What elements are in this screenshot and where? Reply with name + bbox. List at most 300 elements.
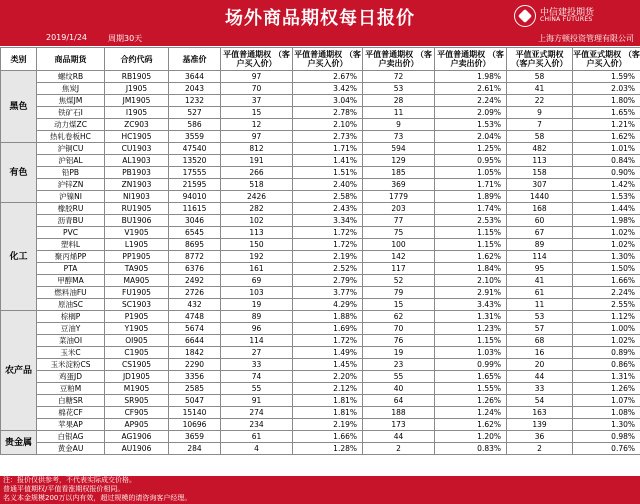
table-row <box>1 275 640 287</box>
table-cell: 1440 <box>507 191 573 203</box>
table-cell: 15 <box>363 299 435 311</box>
table-cell: 2.91% <box>435 287 507 299</box>
table-cell: 168 <box>507 203 573 215</box>
title-bar <box>0 0 640 32</box>
table-cell: 79 <box>363 287 435 299</box>
table-cell: 19 <box>221 299 293 311</box>
table-cell: 3644 <box>169 71 221 83</box>
table-cell: 1.62% <box>435 251 507 263</box>
table-cell: 97 <box>221 71 293 83</box>
table-cell: 2.73% <box>293 131 363 143</box>
table-cell: 9 <box>363 119 435 131</box>
category-cell: 化工 <box>1 203 37 311</box>
column-header: 平值普通期权 （客户买入价） <box>221 48 293 71</box>
table-cell: 1.28% <box>293 443 363 455</box>
table-cell: 1842 <box>169 347 221 359</box>
table-cell: AP905 <box>105 419 169 431</box>
table-cell: 1.01% <box>573 143 640 155</box>
table-cell: 2043 <box>169 83 221 95</box>
table-cell: 1.62% <box>573 131 640 143</box>
table-row <box>1 323 640 335</box>
logo-name-en: CHINA FUTURES <box>540 16 593 23</box>
table-cell: 0.99% <box>435 359 507 371</box>
table-cell: 1.65% <box>573 107 640 119</box>
table-cell: 2.03% <box>573 83 640 95</box>
table-cell: 7 <box>507 119 573 131</box>
table-cell: 2.19% <box>293 419 363 431</box>
table-cell: 191 <box>221 155 293 167</box>
table-cell: 1.53% <box>435 119 507 131</box>
table-cell: 1.71% <box>293 143 363 155</box>
table-cell: RU1905 <box>105 203 169 215</box>
table-cell: 1.30% <box>573 251 640 263</box>
quote-period: 周期30天 <box>108 34 143 43</box>
table-row <box>1 347 640 359</box>
table-cell: 1.89% <box>435 191 507 203</box>
footnote: 名义本金规模200万以内有效，超过规模的请咨询客户经理。 <box>3 494 192 502</box>
table-cell: 沥青BU <box>37 215 105 227</box>
table-cell: 72 <box>363 71 435 83</box>
table-cell: 47540 <box>169 143 221 155</box>
table-cell: 棉花CF <box>37 407 105 419</box>
table-cell: 8695 <box>169 239 221 251</box>
table-cell: PVC <box>37 227 105 239</box>
table-row <box>1 119 640 131</box>
table-cell: 1.23% <box>435 323 507 335</box>
table-cell: AL1903 <box>105 155 169 167</box>
table-cell: 2.43% <box>293 203 363 215</box>
table-cell: 1.03% <box>435 347 507 359</box>
table-cell: 玉米C <box>37 347 105 359</box>
table-cell: 1232 <box>169 95 221 107</box>
table-cell: 1.53% <box>573 191 640 203</box>
footnote: 注：报价仅供参考，不代表实际成交价格。 <box>3 476 136 484</box>
table-row <box>1 167 640 179</box>
table-body <box>1 71 640 455</box>
table-cell: 1.26% <box>573 383 640 395</box>
table-cell: 2 <box>363 443 435 455</box>
table-row <box>1 71 640 83</box>
table-cell: 1.84% <box>435 263 507 275</box>
table-cell: 菜油OI <box>37 335 105 347</box>
table-cell: HC1905 <box>105 131 169 143</box>
table-cell: 61 <box>507 287 573 299</box>
table-cell: 1.59% <box>573 71 640 83</box>
table-cell: 4.29% <box>293 299 363 311</box>
category-cell: 有色 <box>1 143 37 203</box>
table-cell: 52 <box>363 275 435 287</box>
table-cell: 139 <box>507 419 573 431</box>
table-cell: 17555 <box>169 167 221 179</box>
table-cell: 11 <box>363 107 435 119</box>
table-cell: 2.10% <box>435 275 507 287</box>
table-cell: 焦炭J <box>37 83 105 95</box>
table-row <box>1 191 640 203</box>
table-cell: 20 <box>507 359 573 371</box>
table-cell: 89 <box>221 311 293 323</box>
table-cell: 白糖SR <box>37 395 105 407</box>
table-cell: 19 <box>363 347 435 359</box>
table-cell: CF905 <box>105 407 169 419</box>
table-cell: 1779 <box>363 191 435 203</box>
column-header: 平值普通期权 （客户卖出价） <box>435 48 507 71</box>
table-cell: 55 <box>363 371 435 383</box>
table-row <box>1 383 640 395</box>
category-cell: 农产品 <box>1 311 37 431</box>
table-cell: ZC903 <box>105 119 169 131</box>
table-cell: 3046 <box>169 215 221 227</box>
table-cell: 96 <box>221 323 293 335</box>
table-cell: 114 <box>221 335 293 347</box>
table-cell: 57 <box>507 323 573 335</box>
table-cell: 铅PB <box>37 167 105 179</box>
table-cell: 94010 <box>169 191 221 203</box>
table-cell: 9 <box>507 107 573 119</box>
table-cell: 150 <box>221 239 293 251</box>
table-cell: 1.15% <box>435 227 507 239</box>
table-cell: 188 <box>363 407 435 419</box>
quote-table <box>0 47 640 455</box>
table-cell: 15 <box>221 107 293 119</box>
table-cell: OI905 <box>105 335 169 347</box>
table-cell: 2585 <box>169 383 221 395</box>
table-cell: 100 <box>363 239 435 251</box>
table-cell: 2.55% <box>573 299 640 311</box>
table-cell: 3659 <box>169 431 221 443</box>
table-cell: 33 <box>221 359 293 371</box>
table-cell: SC1903 <box>105 299 169 311</box>
sub-header-bar <box>0 32 640 46</box>
table-cell: 1.72% <box>293 227 363 239</box>
table-cell: 2.24% <box>573 287 640 299</box>
table-cell: 203 <box>363 203 435 215</box>
table-cell: 1.49% <box>293 347 363 359</box>
table-cell: 2.24% <box>435 95 507 107</box>
table-cell: SR905 <box>105 395 169 407</box>
table-cell: J1905 <box>105 83 169 95</box>
table-cell: 10696 <box>169 419 221 431</box>
table-cell: 2.10% <box>293 119 363 131</box>
table-cell: 482 <box>507 143 573 155</box>
footnote: 普通平值期权/平值看涨期权报价相同。 <box>3 485 125 493</box>
table-cell: AU1906 <box>105 443 169 455</box>
table-cell: 2.61% <box>435 83 507 95</box>
table-cell: 沪铜CU <box>37 143 105 155</box>
table-cell: 68 <box>507 335 573 347</box>
table-cell: 1.71% <box>435 179 507 191</box>
table-cell: 豆油Y <box>37 323 105 335</box>
table-cell: 1.42% <box>573 179 640 191</box>
table-cell: 1.51% <box>293 167 363 179</box>
table-cell: 5674 <box>169 323 221 335</box>
table-cell: 1.98% <box>573 215 640 227</box>
table-cell: 1.15% <box>435 239 507 251</box>
table-cell: 1.02% <box>573 227 640 239</box>
table-cell: 89 <box>507 239 573 251</box>
table-cell: 2.20% <box>293 371 363 383</box>
table-cell: MA905 <box>105 275 169 287</box>
table-cell: 5047 <box>169 395 221 407</box>
quote-date: 2019/1/24 <box>46 33 88 42</box>
table-row <box>1 395 640 407</box>
table-cell: 432 <box>169 299 221 311</box>
logo-name-cn: 中信建投期货 <box>540 8 595 18</box>
table-cell: ZN1903 <box>105 179 169 191</box>
table-row <box>1 431 640 443</box>
table-row <box>1 179 640 191</box>
table-cell: 0.90% <box>573 167 640 179</box>
table-cell: 2.52% <box>293 263 363 275</box>
table-cell: 棕榈P <box>37 311 105 323</box>
table-row <box>1 359 640 371</box>
table-cell: 2426 <box>221 191 293 203</box>
table-cell: 812 <box>221 143 293 155</box>
table-cell: 58 <box>507 131 573 143</box>
table-cell: 1.15% <box>435 335 507 347</box>
table-cell: M1905 <box>105 383 169 395</box>
table-cell: 70 <box>221 83 293 95</box>
table-cell: 4748 <box>169 311 221 323</box>
table-cell: 4 <box>221 443 293 455</box>
table-cell: PTA <box>37 263 105 275</box>
table-cell: 3356 <box>169 371 221 383</box>
table-cell: 1.41% <box>293 155 363 167</box>
table-cell: 1.74% <box>435 203 507 215</box>
table-cell: 97 <box>221 131 293 143</box>
table-cell: 螺纹RB <box>37 71 105 83</box>
table-cell: 2.09% <box>435 107 507 119</box>
table-cell: 2.79% <box>293 275 363 287</box>
table-cell: 185 <box>363 167 435 179</box>
table-cell: 41 <box>507 83 573 95</box>
table-cell: 1.25% <box>435 143 507 155</box>
table-cell: 2.53% <box>435 215 507 227</box>
company-name: 上海方顿投资管理有限公司 <box>538 34 634 43</box>
table-cell: 2.19% <box>293 251 363 263</box>
table-cell: 苹果AP <box>37 419 105 431</box>
table-cell: P1905 <box>105 311 169 323</box>
table-cell: 274 <box>221 407 293 419</box>
table-cell: 62 <box>363 311 435 323</box>
table-cell: 1.31% <box>573 371 640 383</box>
table-cell: 1.81% <box>293 395 363 407</box>
table-row <box>1 299 640 311</box>
table-cell: 13520 <box>169 155 221 167</box>
table-cell: 527 <box>169 107 221 119</box>
table-cell: 284 <box>169 443 221 455</box>
table-cell: 161 <box>221 263 293 275</box>
table-cell: CU1903 <box>105 143 169 155</box>
table-cell: 3.43% <box>435 299 507 311</box>
table-row <box>1 287 640 299</box>
table-cell: 15140 <box>169 407 221 419</box>
table-row <box>1 83 640 95</box>
table-cell: 1.02% <box>573 335 640 347</box>
table-cell: 117 <box>363 263 435 275</box>
table-cell: 1.30% <box>573 419 640 431</box>
table-cell: 1.62% <box>435 419 507 431</box>
table-cell: 142 <box>363 251 435 263</box>
table-cell: 36 <box>507 431 573 443</box>
table-cell: 焦煤JM <box>37 95 105 107</box>
table-cell: 21595 <box>169 179 221 191</box>
table-row <box>1 251 640 263</box>
table-cell: 73 <box>363 131 435 143</box>
footnotes <box>0 476 640 504</box>
table-row <box>1 215 640 227</box>
table-cell: 1.66% <box>293 431 363 443</box>
table-cell: FU1905 <box>105 287 169 299</box>
table-cell: 聚丙烯PP <box>37 251 105 263</box>
table-cell: 6376 <box>169 263 221 275</box>
table-row <box>1 443 640 455</box>
table-cell: 61 <box>221 431 293 443</box>
table-cell: 2.67% <box>293 71 363 83</box>
table-cell: 3559 <box>169 131 221 143</box>
table-row <box>1 311 640 323</box>
column-header: 平值亚式期权 （客户买入价） <box>573 48 640 71</box>
table-row <box>1 95 640 107</box>
table-cell: 518 <box>221 179 293 191</box>
table-cell: C1905 <box>105 347 169 359</box>
table-cell: 0.76% <box>573 443 640 455</box>
table-cell: 173 <box>363 419 435 431</box>
table-cell: Y1905 <box>105 323 169 335</box>
table-cell: 369 <box>363 179 435 191</box>
table-cell: 1.21% <box>573 119 640 131</box>
table-cell: 0.83% <box>435 443 507 455</box>
table-cell: 原油SC <box>37 299 105 311</box>
table-cell: 1.08% <box>573 407 640 419</box>
table-cell: 6644 <box>169 335 221 347</box>
table-cell: 2290 <box>169 359 221 371</box>
table-cell: 37 <box>221 95 293 107</box>
table-cell: 铁矿石I <box>37 107 105 119</box>
table-cell: 163 <box>507 407 573 419</box>
table-cell: 黄金AU <box>37 443 105 455</box>
table-row <box>1 107 640 119</box>
table-cell: 2.04% <box>435 131 507 143</box>
table-cell: JD1905 <box>105 371 169 383</box>
table-cell: 1.31% <box>435 311 507 323</box>
table-cell: 23 <box>363 359 435 371</box>
table-cell: 1.69% <box>293 323 363 335</box>
table-cell: 586 <box>169 119 221 131</box>
table-cell: 1.55% <box>435 383 507 395</box>
table-cell: 玉米淀粉CS <box>37 359 105 371</box>
table-row <box>1 335 640 347</box>
table-cell: 热轧卷板HC <box>37 131 105 143</box>
table-cell: 沪锌ZN <box>37 179 105 191</box>
table-cell: 16 <box>507 347 573 359</box>
table-cell: 11 <box>507 299 573 311</box>
table-cell: 2.78% <box>293 107 363 119</box>
table-cell: 2.40% <box>293 179 363 191</box>
table-cell: 2 <box>507 443 573 455</box>
table-cell: 1.45% <box>293 359 363 371</box>
table-cell: 91 <box>221 395 293 407</box>
table-cell: 1.12% <box>573 311 640 323</box>
table-cell: 60 <box>507 215 573 227</box>
table-cell: 307 <box>507 179 573 191</box>
table-cell: 1.80% <box>573 95 640 107</box>
table-cell: 75 <box>363 227 435 239</box>
column-header: 平值普通期权 （客户卖出价） <box>363 48 435 71</box>
table-cell: 74 <box>221 371 293 383</box>
table-cell: 3.34% <box>293 215 363 227</box>
category-cell: 贵金属 <box>1 431 37 455</box>
table-cell: 53 <box>363 83 435 95</box>
table-cell: 1.88% <box>293 311 363 323</box>
column-header: 合约代码 <box>105 48 169 71</box>
table-cell: 动力煤ZC <box>37 119 105 131</box>
table-cell: 橡胶RU <box>37 203 105 215</box>
table-cell: 1.20% <box>435 431 507 443</box>
table-row <box>1 143 640 155</box>
table-cell: 3.42% <box>293 83 363 95</box>
table-cell: 0.98% <box>573 431 640 443</box>
company-logo <box>514 5 634 27</box>
table-cell: 113 <box>507 155 573 167</box>
column-header: 商品期货 <box>37 48 105 71</box>
table-cell: L1905 <box>105 239 169 251</box>
table-cell: 8772 <box>169 251 221 263</box>
column-header: 平值普通期权 （客户买入价） <box>293 48 363 71</box>
table-cell: 103 <box>221 287 293 299</box>
table-cell: 0.89% <box>573 347 640 359</box>
table-cell: TA905 <box>105 263 169 275</box>
table-cell: 1.24% <box>435 407 507 419</box>
table-row <box>1 131 640 143</box>
table-cell: 1.00% <box>573 323 640 335</box>
table-cell: JM1905 <box>105 95 169 107</box>
table-cell: 102 <box>221 215 293 227</box>
table-cell: 1.98% <box>435 71 507 83</box>
table-cell: 2.58% <box>293 191 363 203</box>
category-cell: 黑色 <box>1 71 37 143</box>
table-row <box>1 203 640 215</box>
table-cell: 0.86% <box>573 359 640 371</box>
table-cell: 27 <box>221 347 293 359</box>
table-cell: BU1906 <box>105 215 169 227</box>
table-cell: 129 <box>363 155 435 167</box>
table-cell: 44 <box>507 371 573 383</box>
column-header: 类别 <box>1 48 37 71</box>
table-cell: 594 <box>363 143 435 155</box>
table-cell: 1.26% <box>435 395 507 407</box>
table-cell: 28 <box>363 95 435 107</box>
table-row <box>1 419 640 431</box>
table-cell: 95 <box>507 263 573 275</box>
table-cell: 2492 <box>169 275 221 287</box>
table-cell: 53 <box>507 311 573 323</box>
table-cell: 1.05% <box>435 167 507 179</box>
table-cell: 64 <box>363 395 435 407</box>
table-cell: 58 <box>507 71 573 83</box>
table-cell: 1.72% <box>293 335 363 347</box>
table-row <box>1 263 640 275</box>
table-cell: 282 <box>221 203 293 215</box>
table-cell: 40 <box>363 383 435 395</box>
table-cell: 0.95% <box>435 155 507 167</box>
column-header: 基准价 <box>169 48 221 71</box>
table-cell: 2.12% <box>293 383 363 395</box>
table-cell: 6545 <box>169 227 221 239</box>
table-cell: 192 <box>221 251 293 263</box>
table-cell: CS1905 <box>105 359 169 371</box>
table-cell: RB1905 <box>105 71 169 83</box>
table-cell: 1.07% <box>573 395 640 407</box>
